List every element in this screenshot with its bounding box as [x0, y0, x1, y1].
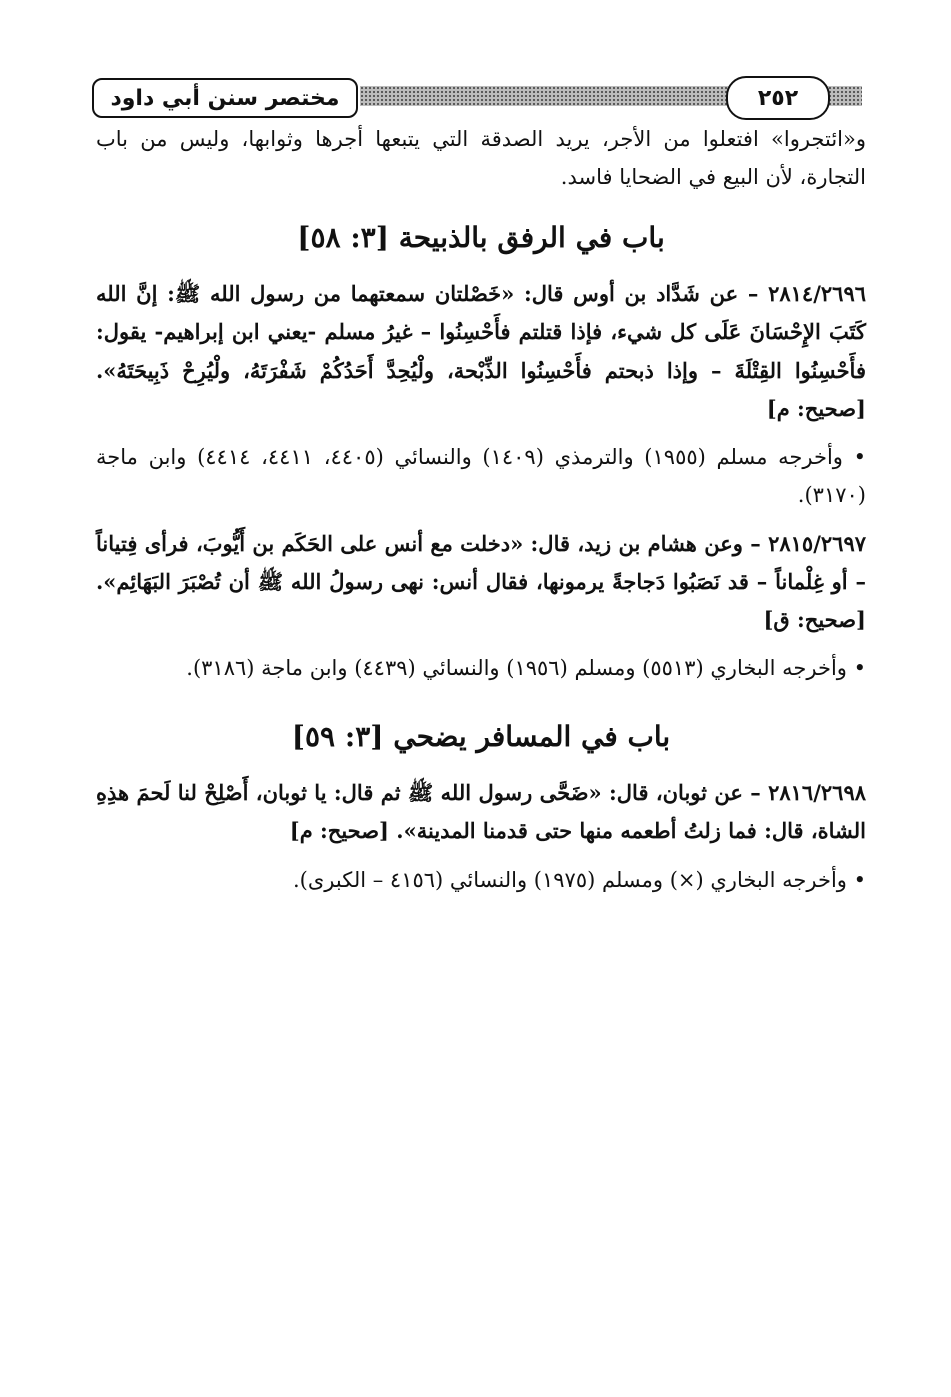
- hadith-2816: ٢٨١٦/٢٦٩٨ – عن ثوبان، قال: «ضَحَّى رسول الله ﷺ ثم قال: يا ثوبان، أَصْلِحْ لنا لَحمَ هذِهِ الشاة، قال: فما زلتُ أطعمه منها حتى قدمنا المدينة». [صحيح: م]: [96, 780, 866, 844]
- takhrij-2814: • وأخرجه مسلم (١٩٥٥) والترمذي (١٤٠٩) والنسائي (٤٤٠٥، ٤٤١١، ٤٤١٤) وابن ماجة (٣١٧٠).: [96, 445, 867, 508]
- hadith-2814: ٢٨١٤/٢٦٩٦ – عن شَدَّاد بن أوس قال: «خَصْلتان سمعتهما من رسول الله ﷺ: إنَّ الله كَتَبَ الإِحْسَانَ عَلَى كل شيء، فإذا قتلتم فأَحْسِنُوا – غيرُ مسلم -يعني ابن إبراهيم- يقول: فأَحْسِنُوا القِتْلَةَ – وإذا ذبحتم فأَحْسِنُوا الذِّبْحة، ولْيُحِدَّ أَحَدُكُمْ شَفْرَتَهُ، ولْيُرِحْ ذَبِيحَتَهُ». [صحيح: م]: [96, 281, 866, 421]
- chapter-heading-1: باب في الرفق بالذبيحة [٣: ٥٨]: [297, 221, 665, 255]
- page-header: [92, 76, 862, 120]
- chapter-heading-2: باب في المسافر يضحي [٣: ٥٩]: [291, 720, 671, 754]
- book-title: مختصر سنن أبي داود: [92, 78, 358, 118]
- hadith-2815: ٢٨١٥/٢٦٩٧ – وعن هشام بن زيد، قال: «دخلت مع أنس على الحَكَم بن أَيُّوبَ، فرأى فِتياناً – أو غِلْماناً – قد نَصَبُوا دَجاجةً يرمونها، فقال أنس: نهى رسولُ الله ﷺ أن تُصْبَرَ البَهَائِم». [صحيح: ق]: [96, 530, 866, 632]
- page-body: [96, 120, 866, 899]
- takhrij-2815: • وأخرجه البخاري (٥٥١٣) ومسلم (١٩٥٦) والنسائي (٤٤٣٩) وابن ماجة (٣١٨٦).: [186, 656, 866, 681]
- page-number: ٢٥٢: [726, 76, 830, 120]
- takhrij-2816: • وأخرجه البخاري (×) ومسلم (١٩٧٥) والنسائي (٤١٥٦ – الكبرى).: [293, 867, 866, 892]
- intro-paragraph: و«ائتجروا» افتعلوا من الأجر، يريد الصدقة التي يتبعها أجرها وثوابها، وليس من باب التجارة، لأن البيع في الضحايا فاسد.: [96, 127, 866, 190]
